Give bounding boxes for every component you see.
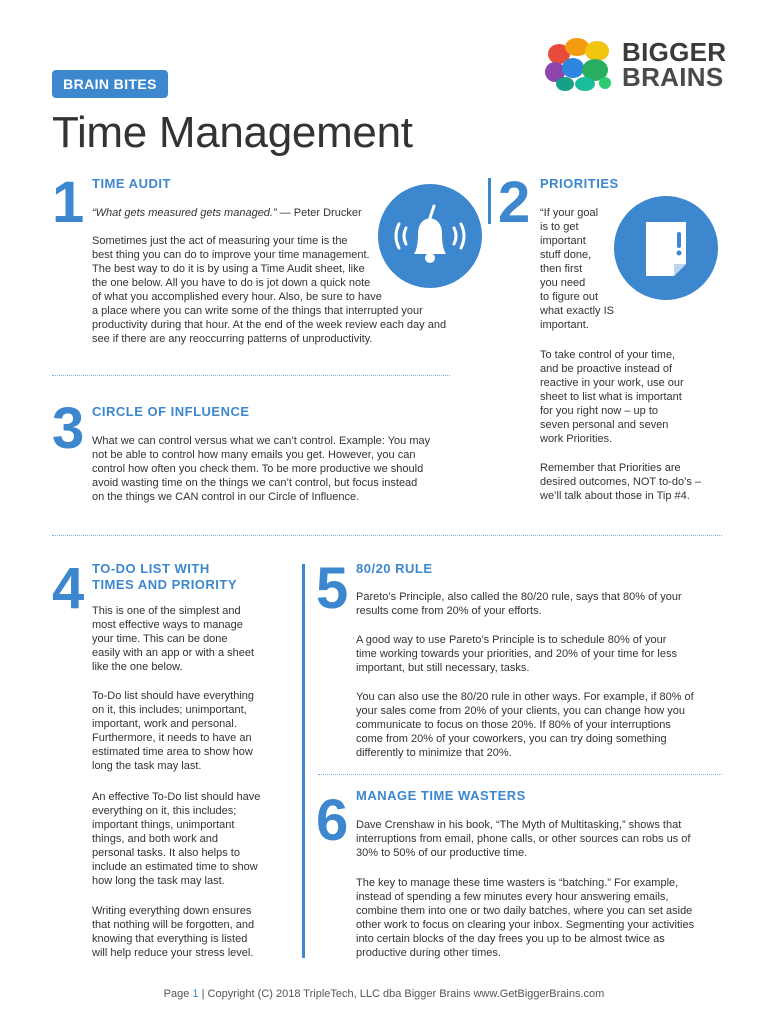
section-4-body-3: An effective To-Do list should have everything on it, this includes; important things, unimportant things, and both work and personal tasks. It also helps to include an estimated time to show how long the task may last. bbox=[92, 791, 261, 887]
note-circle bbox=[614, 196, 718, 300]
section-1-quote bbox=[92, 206, 362, 220]
note-exclamation-icon bbox=[614, 196, 718, 300]
page-footer bbox=[0, 988, 768, 1000]
section-2-body-1: “If your goal is to get important stuff done, then first you need to figure out what exactly IS important. bbox=[540, 207, 614, 331]
section-6-body-1: Dave Crenshaw in his book, “The Myth of Multitasking,” shows that interruptions from email, phone calls, or other sources can robs us of 30% to 50% of our productive time. bbox=[356, 819, 691, 859]
section-1-number: 1 bbox=[52, 170, 85, 235]
section-6-heading: MANAGE TIME WASTERS bbox=[356, 788, 526, 803]
quote-author: — Peter Drucker bbox=[276, 207, 362, 219]
section-5-body-3: You can also use the 80/20 rule in other ways. For example, if 80% of your sales come from 20% of your clients, you can change how you communicate to focus on those 20%. If 80% of your interruptions come from 20% of your coworkers, you can try doing something differently to minimize that 20%. bbox=[356, 691, 694, 759]
section-3-body: What we can control versus what we can’t control. Example: You may not be able to control how many emails you get. However, you can control how often you check them. To be more productive we should avoid wasting time on the things we can’t control, but focus instead on the things we CAN control in our Circle of Influence. bbox=[92, 435, 431, 503]
section-2-number: 2 bbox=[498, 170, 531, 235]
section-5-number: 5 bbox=[316, 556, 349, 621]
quote-text: “What gets measured gets managed.” bbox=[92, 207, 277, 219]
vertical-separator-2 bbox=[488, 178, 491, 224]
section-4-heading: TO-DO LIST WITH TIMES AND PRIORITY bbox=[92, 561, 238, 592]
page-title: Time Management bbox=[52, 108, 413, 157]
alarm-circle bbox=[378, 184, 482, 288]
alarm-bell-icon bbox=[378, 184, 482, 288]
section-5-body-2: A good way to use Pareto’s Principle is to schedule 80% of your time working towards your priorities, and 20% of your time for less important, but still necessary, tasks. bbox=[356, 634, 677, 674]
vertical-separator-5 bbox=[302, 564, 305, 958]
section-3-number: 3 bbox=[52, 396, 85, 461]
section-1-body: Sometimes just the act of measuring your time is the best thing you can do to improve your time management. The best way to do it is by using a Time Audit sheet, like the one below. All you have to do is jot down a quick note of what you accomplished every hour. Also, be sure to have a place where you can write some of the things that interrupted your productivity during that hour. At the end of the week review each day and see if there are any reoccurring patterns of unproductivity. bbox=[92, 235, 447, 345]
section-4-number: 4 bbox=[52, 556, 85, 621]
brain-logo-icon bbox=[543, 36, 615, 94]
section-5-body-1: Pareto’s Principle, also called the 80/20 rule, says that 80% of your results come from 20% of your efforts. bbox=[356, 591, 682, 617]
logo-line-2: BRAINS bbox=[622, 62, 724, 92]
footer-prefix: Page bbox=[163, 988, 193, 1000]
section-4-body-4: Writing everything down ensures that nothing will be forgotten, and knowing that everything is listed will help reduce your stress level. bbox=[92, 905, 255, 959]
section-4-body-2: To-Do list should have everything on it, this includes; unimportant, important, work and personal. Furthermore, it needs to have an estimated time area to show how long the task may last. bbox=[92, 690, 255, 772]
brain-bites-badge: BRAIN BITES bbox=[52, 70, 168, 98]
divider-1 bbox=[52, 375, 450, 376]
section-2-body-2: To take control of your time, and be proactive instead of reactive in your work, use our sheet to list what is important for you right now – up to seven personal and seven work Priorities. bbox=[540, 349, 684, 445]
section-2-heading: PRIORITIES bbox=[540, 176, 619, 191]
footer-page-number: 1 bbox=[192, 988, 199, 1000]
section-6-number: 6 bbox=[316, 788, 349, 853]
section-4-body-1: This is one of the simplest and most effective ways to manage your time. This can be done easily with an app or with a sheet like the one below. bbox=[92, 605, 255, 673]
section-5-heading: 80/20 RULE bbox=[356, 561, 433, 576]
divider-2 bbox=[52, 535, 722, 536]
footer-copyright: | Copyright (C) 2018 TripleTech, LLC dba Bigger Brains www.GetBiggerBrains.com bbox=[198, 988, 605, 1000]
logo-line-1: BIGGER bbox=[622, 37, 727, 67]
section-2-body-3: Remember that Priorities are desired outcomes, NOT to-do’s – we’ll talk about those in Tip #4. bbox=[540, 462, 702, 502]
section-3-heading: CIRCLE OF INFLUENCE bbox=[92, 404, 250, 419]
divider-3 bbox=[318, 774, 722, 775]
section-6-body-2: The key to manage these time wasters is “batching.” For example, instead of spending a few minutes every hour answering emails, combine them into one or two daily batches, where you can set aside other work to focus on clearing your inbox. Segmenting your activities into certain blocks of the day frees you up to be almost twice as productive during other times. bbox=[356, 877, 695, 959]
section-1-heading: TIME AUDIT bbox=[92, 176, 171, 191]
